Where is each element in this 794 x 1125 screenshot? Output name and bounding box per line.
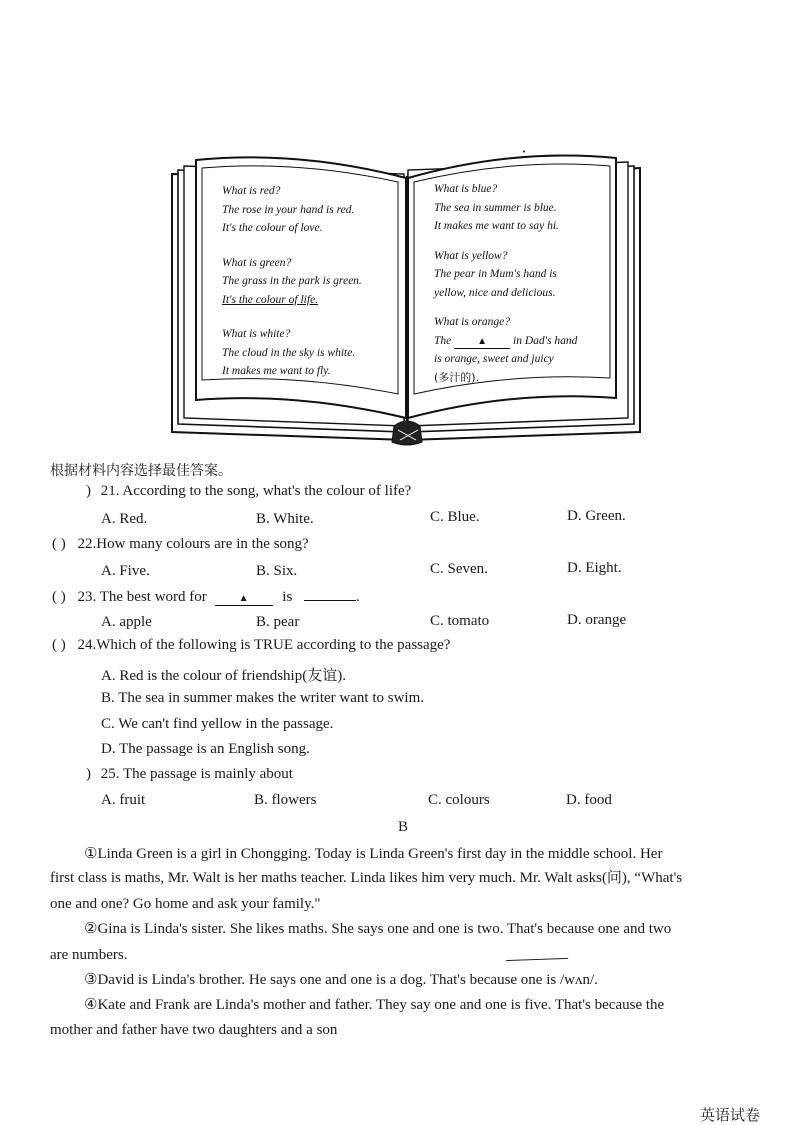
answer-paren[interactable]: ) bbox=[86, 766, 91, 782]
paragraph-line: ①Linda Green is a girl in Chongging. Today is Linda Green's first day in the middle school. Her bbox=[84, 846, 663, 862]
option-b[interactable]: B. flowers bbox=[254, 792, 317, 808]
question-stem: 21. According to the song, what's the colour of life? bbox=[100, 483, 412, 499]
answer-paren[interactable]: ( ) bbox=[52, 589, 66, 605]
paragraph-line: ④Kate and Frank are Linda's mother and father. They say one and one is five. That's because the bbox=[84, 997, 665, 1013]
option-c[interactable]: C. Blue. bbox=[430, 509, 480, 525]
question-stem-start: 23. The best word for bbox=[77, 589, 207, 605]
option-a[interactable]: A. apple bbox=[101, 614, 152, 630]
verse-green: What is green? The grass in the park is green. It's the colour of life. bbox=[222, 256, 362, 306]
option-d[interactable]: D. food bbox=[566, 792, 612, 808]
paragraph-line: one and one? Go home and ask your family." bbox=[50, 896, 321, 912]
option-b[interactable]: B. Six. bbox=[256, 563, 298, 579]
right-page-text bbox=[434, 180, 577, 387]
paragraph-line: mother and father have two daughters and a son bbox=[50, 1022, 338, 1038]
blank-triangle-mark: ▲ bbox=[454, 335, 510, 349]
verse-yellow: What is yellow? The pear in Mum's hand is yellow, nice and delicious. bbox=[434, 249, 557, 299]
option-a[interactable]: A. Red is the colour of friendship(友谊). bbox=[101, 668, 346, 684]
option-a[interactable]: A. Red. bbox=[101, 511, 148, 527]
paragraph-line: ③David is Linda's brother. He says one and one is a dog. That's because one is /wʌn/. bbox=[84, 972, 598, 988]
section-b-heading: B bbox=[398, 819, 409, 835]
paragraph-line: first class is maths, Mr. Walt is her maths teacher. Linda likes him very much. Mr. Walt asks(问), “What's bbox=[50, 870, 683, 886]
verse-red: What is red? The rose in your hand is red. It's the colour of love. bbox=[222, 185, 355, 234]
answer-paren[interactable]: ( ) bbox=[52, 536, 66, 552]
option-b[interactable]: B. White. bbox=[256, 511, 314, 527]
option-c[interactable]: C. Seven. bbox=[430, 561, 488, 577]
option-b[interactable]: B. pear bbox=[256, 614, 300, 630]
verse-white: What is white? The cloud in the sky is white. It makes me want to fly. bbox=[222, 328, 356, 377]
option-a[interactable]: A. Five. bbox=[101, 563, 150, 579]
option-d[interactable]: D. orange bbox=[567, 612, 627, 628]
option-a[interactable]: A. fruit bbox=[101, 792, 146, 808]
answer-blank[interactable] bbox=[304, 588, 356, 601]
option-d[interactable]: D. Eight. bbox=[567, 560, 622, 576]
question-stem-mid: is bbox=[282, 589, 293, 605]
option-c[interactable]: C. colours bbox=[428, 792, 490, 808]
option-b[interactable]: B. The sea in summer makes the writer want to swim. bbox=[101, 690, 424, 706]
question-stem: 22.How many colours are in the song? bbox=[77, 536, 309, 552]
book-illustration bbox=[168, 150, 644, 450]
question-stem: 25. The passage is mainly about bbox=[100, 766, 293, 782]
instruction-text: 根据材料内容选择最佳答案。 bbox=[50, 463, 232, 479]
question-stem: 24.Which of the following is TRUE according to the passage? bbox=[77, 637, 451, 653]
option-c[interactable]: C. tomato bbox=[430, 613, 490, 629]
answer-paren[interactable]: ( ) bbox=[52, 637, 66, 653]
option-d[interactable]: D. Green. bbox=[567, 508, 626, 524]
paragraph-line: are numbers. bbox=[50, 947, 128, 963]
left-page-text bbox=[222, 182, 362, 381]
answer-paren[interactable]: ) bbox=[86, 483, 91, 499]
paragraph-line: ②Gina is Linda's sister. She likes maths. She says one and one is two. That's because one and two bbox=[84, 921, 672, 937]
option-d[interactable]: D. The passage is an English song. bbox=[101, 741, 310, 757]
blank-triangle-mark: ▲ bbox=[215, 592, 273, 606]
verse-blue: What is blue? The sea in summer is blue. It makes me want to say hi. bbox=[434, 183, 559, 232]
option-c[interactable]: C. We can't find yellow in the passage. bbox=[101, 716, 334, 732]
verse-orange: What is orange? The ▲ in Dad's hand is orange, sweet and juicy (多汁的). bbox=[434, 316, 578, 384]
footer-label: 英语试卷 bbox=[700, 1106, 761, 1124]
pen-mark bbox=[506, 952, 568, 961]
